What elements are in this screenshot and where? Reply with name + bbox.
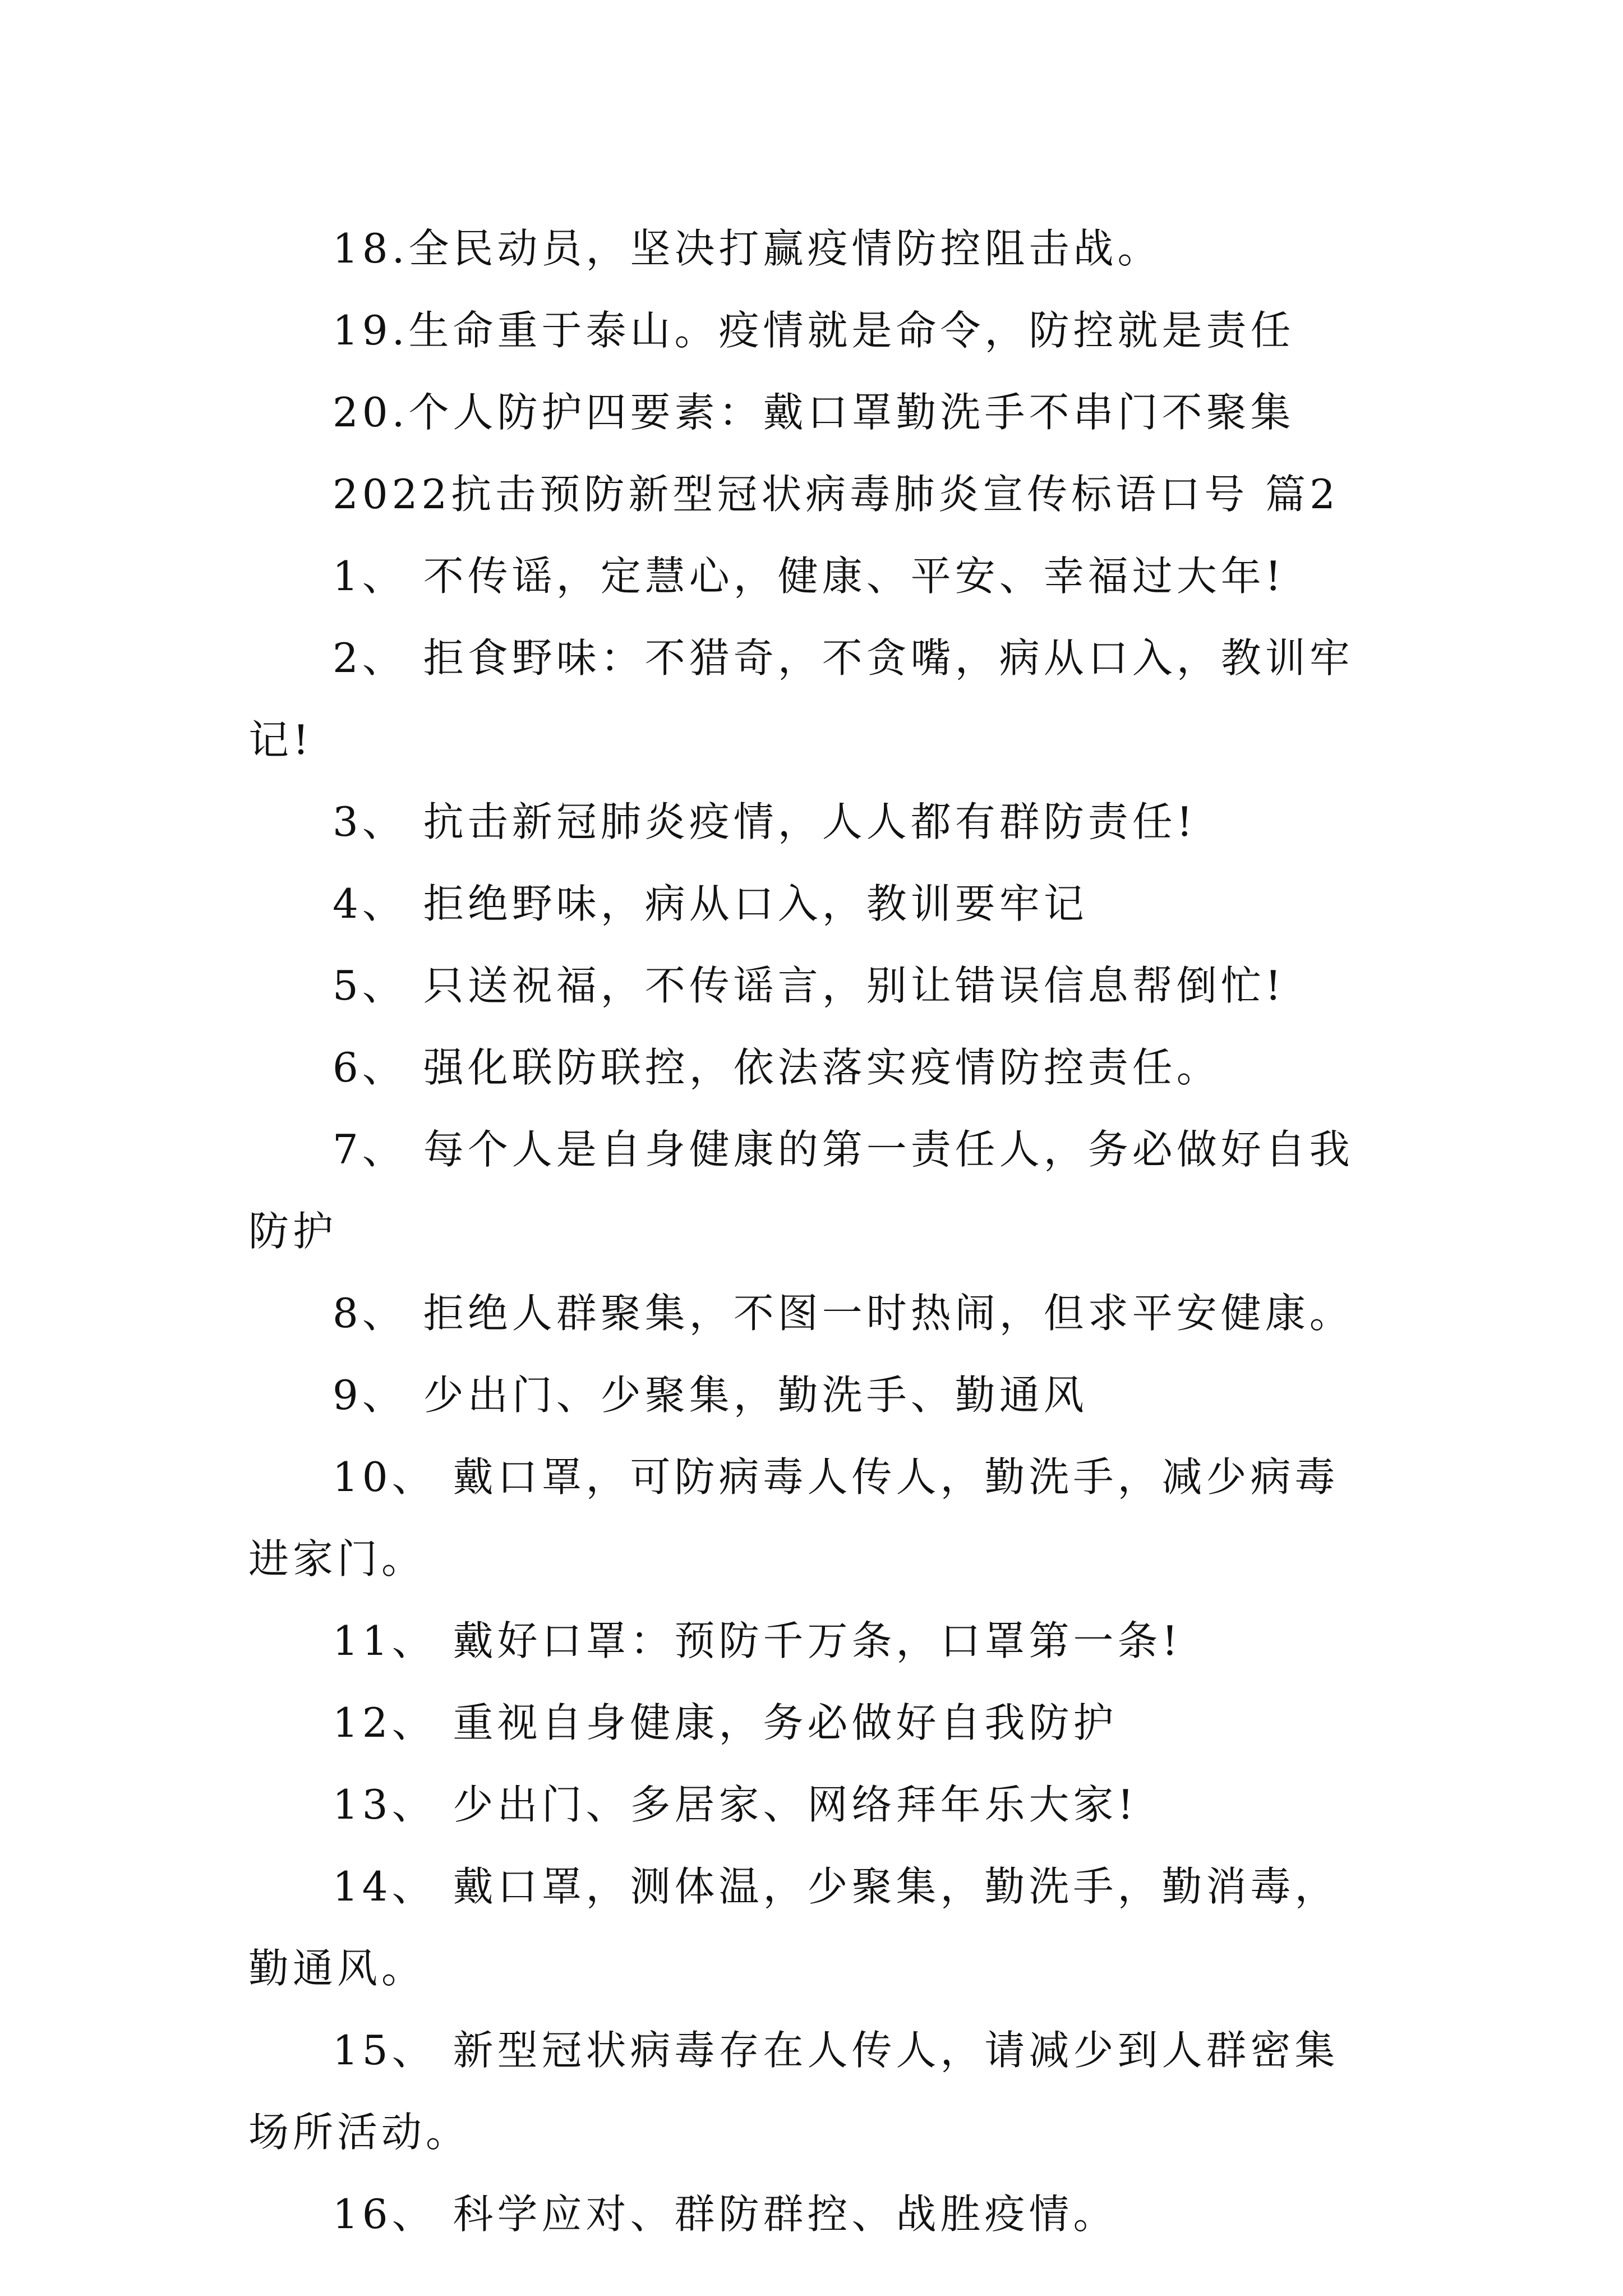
- document-body: [248, 208, 1381, 2255]
- slogan-line-20: 20.个人防护四要素：戴口罩勤洗手不串门不聚集: [333, 389, 1295, 436]
- slogan-item-4: 4、 拒绝野味，病从口入，教训要牢记: [333, 880, 1088, 927]
- slogan-item-1: 1、 不传谣，定慧心，健康、平安、幸福过大年!: [333, 553, 1285, 600]
- slogan-item-2: 2、 拒食野味：不猎奇，不贪嘴，病从口入，教训牢记!: [248, 634, 1354, 763]
- slogan-item-9: 9、 少出门、少聚集，勤洗手、勤通风: [333, 1372, 1088, 1419]
- slogan-item-5: 5、 只送祝福，不传谣言，别让错误信息帮倒忙!: [333, 962, 1285, 1009]
- slogan-item-6: 6、 强化联防联控，依法落实疫情防控责任。: [333, 1044, 1221, 1091]
- slogan-item-10: 10、 戴口罩，可防病毒人传人，勤洗手，减少病毒进家门。: [248, 1453, 1339, 1582]
- slogan-line-18: 18.全民动员，坚决打赢疫情防控阻击战。: [333, 225, 1162, 272]
- slogan-item-8: 8、 拒绝人群聚集，不图一时热闹，但求平安健康。: [333, 1290, 1354, 1337]
- section-heading: 2022抗击预防新型冠状病毒肺炎宣传标语口号 篇2: [333, 471, 1339, 518]
- slogan-item-7: 7、 每个人是自身健康的第一责任人，务必做好自我防护: [248, 1126, 1354, 1255]
- slogan-item-13: 13、 少出门、多居家、网络拜年乐大家!: [333, 1781, 1138, 1828]
- slogan-item-11: 11、 戴好口罩：预防千万条，口罩第一条!: [333, 1617, 1182, 1664]
- slogan-item-14: 14、 戴口罩，测体温，少聚集，勤洗手，勤消毒，勤通风。: [248, 1863, 1339, 1992]
- slogan-item-12: 12、 重视自身健康，务必做好自我防护: [333, 1699, 1118, 1746]
- slogan-item-15: 15、 新型冠状病毒存在人传人，请减少到人群密集场所活动。: [248, 2027, 1339, 2156]
- slogan-line-19: 19.生命重于泰山。疫情就是命令，防控就是责任: [333, 307, 1295, 354]
- slogan-item-3: 3、 抗击新冠肺炎疫情，人人都有群防责任!: [333, 798, 1197, 845]
- slogan-item-16: 16、 科学应对、群防群控、战胜疫情。: [333, 2191, 1118, 2238]
